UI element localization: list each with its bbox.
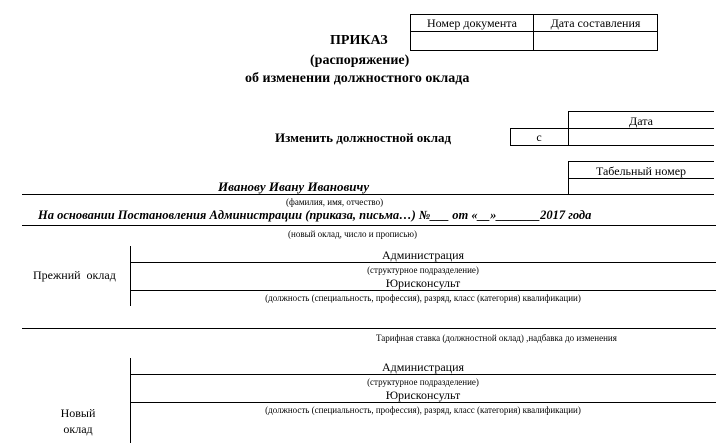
from-prefix: с: [536, 130, 542, 144]
personnel-number-header: Табельный номер: [595, 164, 687, 178]
previous-salary-label: Прежний оклад: [33, 268, 116, 282]
doc-subtitle: (распоряжение): [310, 53, 410, 68]
previous-department-caption: (структурное подразделение): [367, 265, 479, 275]
change-date-cell[interactable]: [569, 129, 714, 145]
doc-title-description: об изменении должностного оклада: [245, 71, 470, 86]
new-position: Юрисконсульт: [385, 388, 461, 402]
personnel-number-cell[interactable]: [569, 179, 714, 194]
previous-position-caption: (должность (специальность, профессия), разряд, класс (категория) квалификации): [265, 293, 581, 303]
employee-name-caption: (фамилия, имя, отчество): [286, 197, 384, 207]
doc-date-cell[interactable]: [534, 32, 657, 50]
new-salary-label-line1: Новый: [60, 406, 96, 420]
new-department: Администрация: [381, 360, 465, 374]
employee-name: Иванову Ивану Ивановичу: [218, 179, 370, 194]
basis-text: На основании Постановления Администрации (приказа, письма…) №___ от «__»_______2017 года: [38, 208, 592, 222]
previous-position: Юрисконсульт: [385, 276, 461, 290]
basis-caption: (новый оклад, число и прописью): [288, 229, 418, 239]
doc-title: ПРИКАЗ: [330, 33, 388, 48]
change-salary-label: Изменить должностной оклад: [275, 130, 452, 145]
doc-number-header: Номер документа: [426, 16, 518, 30]
new-salary-label-line2: оклад: [63, 422, 93, 436]
doc-date-header: Дата составления: [550, 16, 641, 30]
tariff-caption: Тарифная ставка (должностной оклад) ,надбавка до изменения: [376, 333, 617, 343]
previous-department: Администрация: [381, 248, 465, 262]
doc-number-cell[interactable]: [411, 32, 533, 50]
date-header: Дата: [629, 114, 653, 128]
new-position-caption: (должность (специальность, профессия), разряд, класс (категория) квалификации): [265, 405, 581, 415]
new-department-caption: (структурное подразделение): [367, 377, 479, 387]
